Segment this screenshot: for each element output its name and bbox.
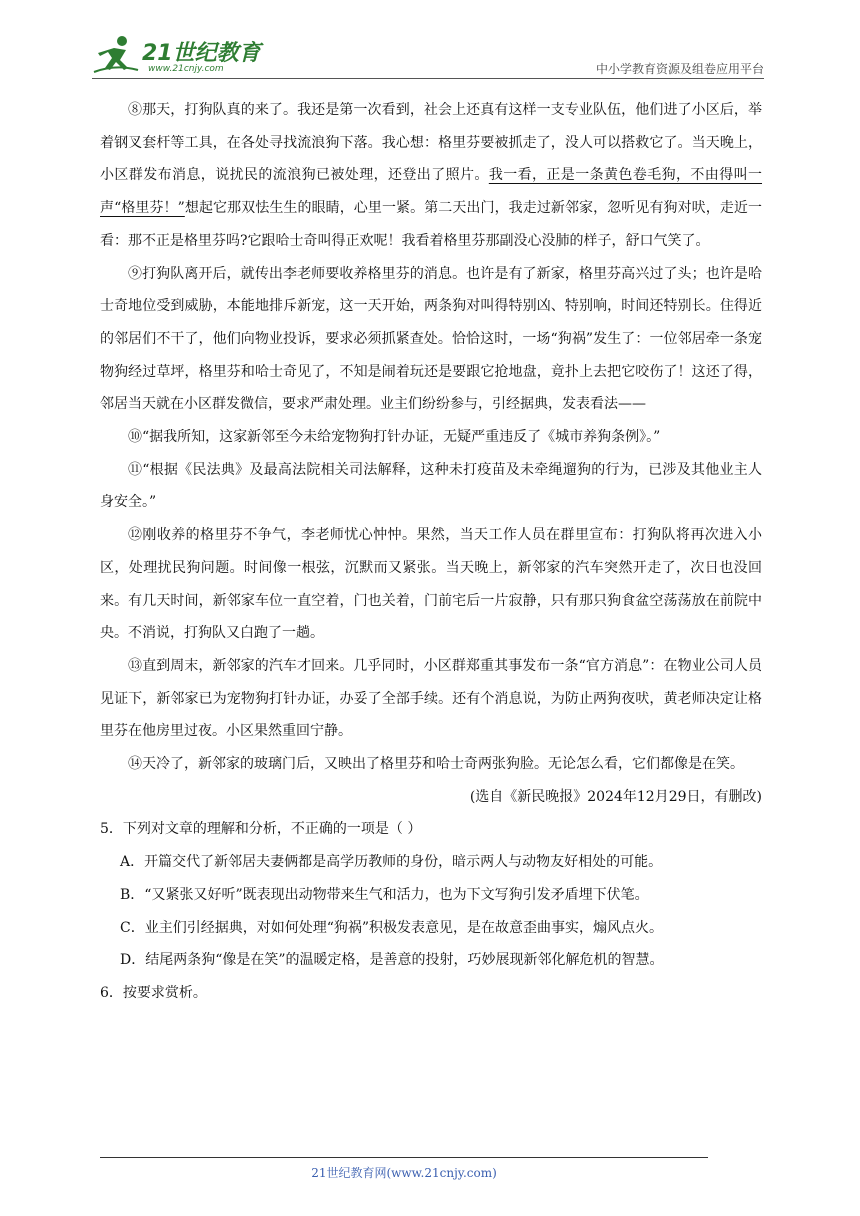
question-5-option-b: B．“又紧张又好听”既表现出动物带来生气和活力，也为下文写狗引发矛盾埋下伏笔。	[120, 886, 649, 903]
site-logo	[92, 34, 272, 78]
paragraph-8-text-cont: 想起它那双怯生生的眼睛，心里一紧。第二天出门，我走过新邻家，忽听见有狗对吠，走近一看：那不正是格里芬吗?它跟哈士奇叫得正欢呢！我看着格里芬那副没心没肺的样子，舒口气笑了。	[100, 200, 762, 249]
underlined-sentence: 我一看，正是一条黄色卷毛狗，不由得叫一声“格里芬！”	[100, 167, 763, 217]
paragraph-14: ⑭天冷了，新邻家的玻璃门后，又映出了格里芬和哈士奇两张狗脸。无论怎么看，它们都像是在笑。	[128, 756, 744, 773]
paragraph-8-text: ⑧那天，打狗队真的来了。我还是第一次看到，社会上还真有这样一支专业队伍，他们进了小区后，举着钢叉套杆等工具，在各处寻找流浪狗下落。我心想：格里芬要被抓走了，没人可以搭救它了。当天晚上，小区群发布消息，说扰民的流浪狗已被处理，还登出了照片。	[100, 102, 762, 184]
page-content	[100, 94, 762, 1010]
page-header	[92, 30, 764, 78]
runner-logo-icon	[92, 34, 140, 78]
question-5-option-d: D．结尾两条狗“像是在笑”的温暖定格，是善意的投射，巧妙展现新邻化解危机的智慧。	[120, 952, 664, 969]
question-5-option-a: A．开篇交代了新邻居夫妻俩都是高学历教师的身份，暗示两人与动物友好相处的可能。	[120, 854, 663, 871]
header-divider	[92, 78, 764, 79]
paragraph-11: ⑪“根据《民法典》及最高法院相关司法解释，这种未打疫苗及未牵绳遛狗的行为，已涉及其他业主人身安全。”	[100, 461, 762, 511]
footer-divider	[100, 1157, 708, 1158]
logo-text: 21世纪教育	[142, 41, 261, 66]
question-6: 6．按要求赏析。	[100, 984, 207, 1001]
paragraph-9: ⑨打狗队离开后，就传出李老师要收养格里芬的消息。也许是有了新家，格里芬高兴过了头；也许是哈士奇地位受到威胁，本能地排斥新宠，这一天开始，两条狗对叫得特别凶、特别响，时间还特别长。住得近的邻居们不干了，他们向物业投诉，要求必须抓紧查处。恰恰这时，一场“狗祸”发生了：一位邻居牵一条宠物狗经过草坪，格里芬和哈士奇见了，不知是闹着玩还是要跟它抢地盘，竟扑上去把它咬伤了！这还了得，邻居当天就在小区群发微信，要求严肃处理。业主们纷纷参与，引经据典，发表看法——	[100, 265, 762, 413]
paragraph-12: ⑫刚收养的格里芬不争气，李老师忧心忡忡。果然，当天工作人员在群里宣布：打狗队将再次进入小区，处理扰民狗问题。时间像一根弦，沉默而又紧张。当天晚上，新邻家的汽车突然开走了，次日也没回来。有几天时间，新邻家车位一直空着，门也关着，门前宅后一片寂静，只有那只狗食盆空荡荡放在前院中央。不消说，打狗队又白跑了一趟。	[100, 527, 762, 642]
question-5-option-c: C．业主们引经据典，对如何处理“狗祸”积极发表意见，是在故意歪曲事实，煽风点火。	[120, 919, 664, 936]
platform-name: 中小学教育资源及组卷应用平台	[595, 62, 764, 76]
paragraph-8	[100, 94, 762, 258]
logo-url: www.21cnjy.com	[148, 64, 224, 74]
article-source: (选自《新民晚报》2024年12月29日，有删改)	[469, 788, 762, 805]
paragraph-13: ⑬直到周末，新邻家的汽车才回来。几乎同时，小区群郑重其事发布一条“官方消息”：在物业公司人员见证下，新邻家已为宠物狗打针办证，办妥了全部手续。还有个消息说，为防止两狗夜吠，黄老师决定让格里芬在他房里过夜。小区果然重回宁静。	[100, 657, 762, 740]
paragraph-10: ⑩“据我所知，这家新邻至今未给宠物狗打针办证，无疑严重违反了《城市养狗条例》。”	[128, 429, 661, 446]
question-5: 5．下列对文章的理解和分析，不正确的一项是（ ）	[100, 821, 422, 838]
page-footer: 21世纪教育网(www.21cnjy.com)	[311, 1166, 497, 1180]
